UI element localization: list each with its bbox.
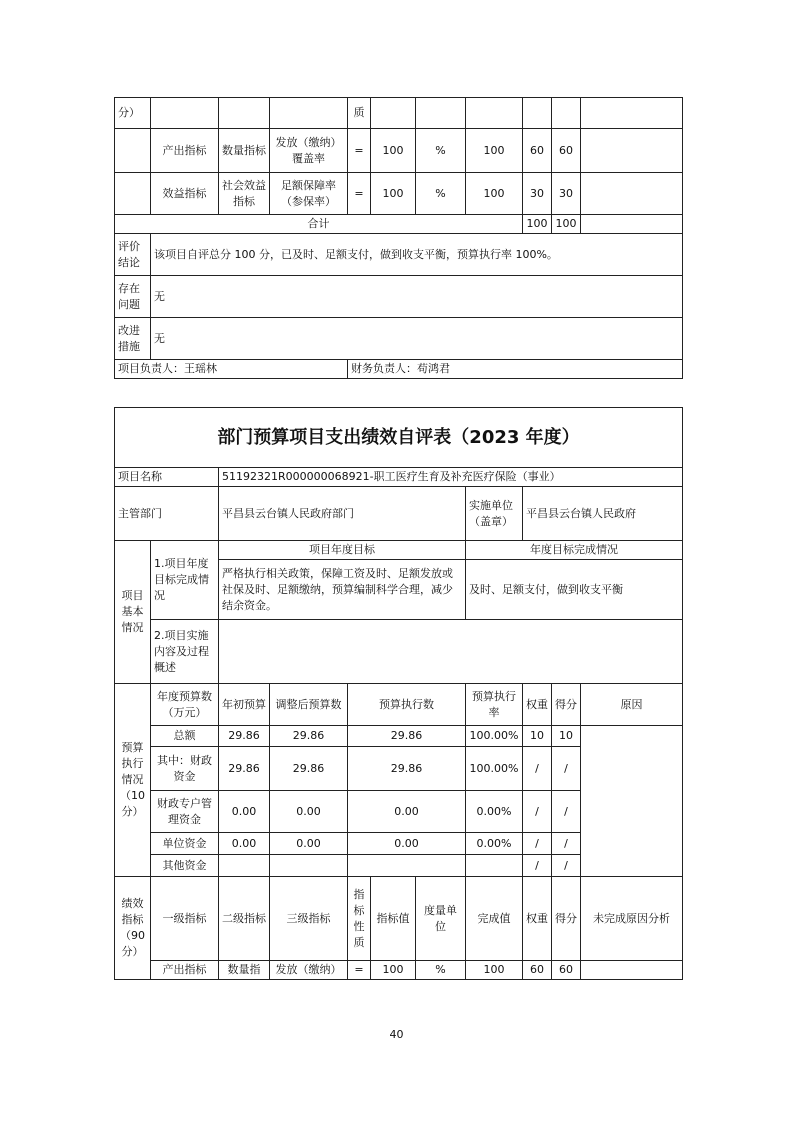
reason-header: 原因: [581, 684, 683, 726]
executed-value: 29.86: [348, 726, 466, 747]
dept-label: 主管部门: [115, 487, 219, 541]
level2-cell: 数量指标: [219, 129, 270, 173]
impl-text: [219, 620, 683, 684]
adjusted-value: 0.00: [270, 833, 348, 855]
score-value: /: [552, 791, 581, 833]
project-name-label: 项目名称: [115, 468, 219, 487]
level1-cell: 效益指标: [151, 173, 219, 215]
score-value: /: [552, 833, 581, 855]
perf-weight-header: 权重: [523, 877, 552, 961]
done-text: 及时、足额支付，做到收支平衡: [466, 560, 683, 620]
target-cell: 100: [371, 961, 416, 980]
budget-item: 其中：财政资金: [151, 747, 219, 791]
department-row: [115, 487, 683, 541]
measures-row: [115, 318, 683, 360]
nature-cell: =: [348, 961, 371, 980]
initial-value: 29.86: [219, 747, 270, 791]
conclusion-text: 该项目自评总分 100 分，已及时、足额支付，做到收支平衡，预算执行率 100%。: [151, 234, 683, 276]
finance-lead: 财务负责人：苟鸿君: [348, 360, 683, 379]
goal-header: 项目年度目标: [219, 541, 466, 560]
adjusted-value: 29.86: [270, 747, 348, 791]
unit-cell: %: [416, 129, 466, 173]
initial-value: 0.00: [219, 833, 270, 855]
conclusion-row: [115, 234, 683, 276]
perf-score-header: 得分: [552, 877, 581, 961]
weight-cell: 60: [523, 961, 552, 980]
weight-value: /: [523, 791, 552, 833]
nature-cell: =: [348, 129, 371, 173]
budget-item: 财政专户管理资金: [151, 791, 219, 833]
table-row: [115, 173, 683, 215]
impl-unit-value: 平昌县云台镇人民政府: [523, 487, 683, 541]
weight-value: /: [523, 833, 552, 855]
measures-text: 无: [151, 318, 683, 360]
page-title: 部门预算项目支出绩效自评表（2023 年度）: [115, 408, 683, 468]
executed-value: 0.00: [348, 833, 466, 855]
perf-header-row: [115, 877, 683, 961]
budget-item-header: 年度预算数（万元）: [151, 684, 219, 726]
project-name-row: [115, 468, 683, 487]
score-cell: 60: [552, 961, 581, 980]
level3-cell: 足额保障率（参保率）: [270, 173, 348, 215]
score-cell: 30: [552, 173, 581, 215]
self-evaluation-table: [114, 407, 683, 980]
perf-level2-header: 二级指标: [219, 877, 270, 961]
rate-value: 0.00%: [466, 833, 523, 855]
budget-label: 预算执行情况（10分）: [115, 684, 151, 877]
unit-cell: %: [416, 173, 466, 215]
actual-cell: 100: [466, 129, 523, 173]
dept-value: 平昌县云台镇人民政府部门: [219, 487, 466, 541]
table-row: [115, 98, 683, 129]
budget-row: [115, 726, 683, 747]
budget-item: 其他资金: [151, 855, 219, 877]
impl-label: 2.项目实施内容及过程概述: [151, 620, 219, 684]
weight-cell: 60: [523, 129, 552, 173]
goal-text: 严格执行相关政策，保障工资及时、足额发放或社保及时、足额缴纳，预算编制科学合理，减少结余资金。: [219, 560, 466, 620]
measures-label: 改进措施: [115, 318, 151, 360]
adjusted-value: 0.00: [270, 791, 348, 833]
table-row: [115, 129, 683, 173]
weight-cell: 30: [523, 173, 552, 215]
rate-value: [466, 855, 523, 877]
page-number: 40: [389, 1028, 404, 1041]
project-lead: 项目负责人：王瑶林: [115, 360, 348, 379]
target-cell: 100: [371, 129, 416, 173]
actual-cell: 100: [466, 961, 523, 980]
total-label: 合计: [115, 215, 523, 234]
title-row: [115, 408, 683, 468]
score-value: /: [552, 747, 581, 791]
adjusted-header: 调整后预算数: [270, 684, 348, 726]
rate-header: 预算执行率: [466, 684, 523, 726]
perf-label: 绩效指标（90分）: [115, 877, 151, 980]
initial-value: 0.00: [219, 791, 270, 833]
perf-target-header: 指标值: [371, 877, 416, 961]
level3-cell: 发放（缴纳）: [270, 961, 348, 980]
executed-value: 29.86: [348, 747, 466, 791]
score-header: 得分: [552, 684, 581, 726]
problems-row: [115, 276, 683, 318]
nature-cell: =: [348, 173, 371, 215]
perf-level3-header: 三级指标: [270, 877, 348, 961]
rate-value: 100.00%: [466, 747, 523, 791]
budget-header-row: [115, 684, 683, 726]
weight-value: /: [523, 855, 552, 877]
perf-reason-header: 未完成原因分析: [581, 877, 683, 961]
rate-value: 0.00%: [466, 791, 523, 833]
continuation-table: [114, 97, 683, 379]
level2-cell: 数量指: [219, 961, 270, 980]
perf-actual-header: 完成值: [466, 877, 523, 961]
weight-value: /: [523, 747, 552, 791]
done-header: 年度目标完成情况: [466, 541, 683, 560]
target-cell: 100: [371, 173, 416, 215]
level1-cell: 产出指标: [151, 961, 219, 980]
perf-row: [115, 961, 683, 980]
goal-label: 1.项目年度目标完成情况: [151, 541, 219, 620]
perf-nature-header: 指标性质: [348, 877, 371, 961]
unit-cell: %: [416, 961, 466, 980]
rate-value: 100.00%: [466, 726, 523, 747]
budget-item: 单位资金: [151, 833, 219, 855]
level2-cell: 社会效益指标: [219, 173, 270, 215]
cell-label: 分）: [115, 98, 151, 129]
signature-row: [115, 360, 683, 379]
implementation-row: [115, 620, 683, 684]
problems-label: 存在问题: [115, 276, 151, 318]
total-row: [115, 215, 683, 234]
project-name-value: 51192321R000000068921-职工医疗生育及补充医疗保险（事业）: [219, 468, 683, 487]
executed-value: 0.00: [348, 791, 466, 833]
level3-cell: 发放（缴纳）覆盖率: [270, 129, 348, 173]
impl-unit-label: 实施单位（盖章）: [466, 487, 523, 541]
perf-level1-header: 一级指标: [151, 877, 219, 961]
initial-value: [219, 855, 270, 877]
perf-unit-header: 度量单位: [416, 877, 466, 961]
adjusted-value: 29.86: [270, 726, 348, 747]
level1-cell: 产出指标: [151, 129, 219, 173]
initial-header: 年初预算: [219, 684, 270, 726]
basic-info-label: 项目基本情况: [115, 541, 151, 684]
weight-header: 权重: [523, 684, 552, 726]
initial-value: 29.86: [219, 726, 270, 747]
conclusion-label: 评价结论: [115, 234, 151, 276]
score-value: /: [552, 855, 581, 877]
executed-header: 预算执行数: [348, 684, 466, 726]
executed-value: [348, 855, 466, 877]
actual-cell: 100: [466, 173, 523, 215]
problems-text: 无: [151, 276, 683, 318]
budget-item: 总额: [151, 726, 219, 747]
reason-cell: [581, 726, 683, 877]
total-score: 100: [552, 215, 581, 234]
total-weight: 100: [523, 215, 552, 234]
score-cell: 60: [552, 129, 581, 173]
cell-nature: 质: [348, 98, 371, 129]
score-value: 10: [552, 726, 581, 747]
weight-value: 10: [523, 726, 552, 747]
adjusted-value: [270, 855, 348, 877]
goal-header-row: [115, 541, 683, 560]
